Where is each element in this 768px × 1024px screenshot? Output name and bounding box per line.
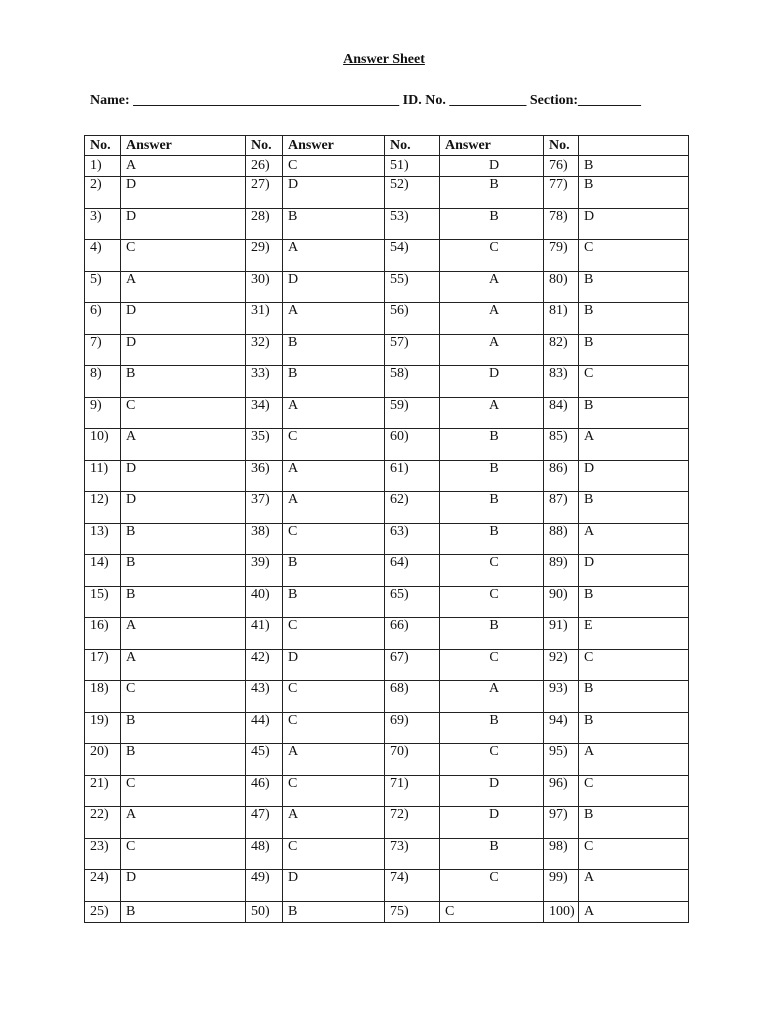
answer-cell: B	[283, 366, 385, 398]
question-number: 46)	[246, 775, 283, 807]
answer-cell: C	[121, 838, 246, 870]
answer-cell: A	[121, 156, 246, 177]
question-number: 72)	[385, 807, 440, 839]
answer-cell: A	[579, 901, 689, 922]
answer-cell: D	[121, 492, 246, 524]
question-number: 30)	[246, 271, 283, 303]
table-row	[85, 712, 689, 744]
answer-cell: C	[579, 240, 689, 272]
answer-cell: B	[579, 334, 689, 366]
question-number: 19)	[85, 712, 121, 744]
question-number: 23)	[85, 838, 121, 870]
answer-cell: A	[121, 618, 246, 650]
answer-cell: B	[440, 429, 544, 461]
answer-cell: A	[121, 271, 246, 303]
table-row	[85, 649, 689, 681]
question-number: 57)	[385, 334, 440, 366]
answer-cell: B	[579, 492, 689, 524]
question-number: 94)	[544, 712, 579, 744]
column-header: No.	[385, 136, 440, 156]
answer-cell: B	[283, 208, 385, 240]
question-number: 96)	[544, 775, 579, 807]
question-number: 52)	[385, 177, 440, 209]
answer-cell: A	[440, 334, 544, 366]
question-number: 13)	[85, 523, 121, 555]
table-row	[85, 555, 689, 587]
question-number: 27)	[246, 177, 283, 209]
question-number: 39)	[246, 555, 283, 587]
answer-cell: B	[579, 586, 689, 618]
answer-cell: C	[121, 681, 246, 713]
question-number: 95)	[544, 744, 579, 776]
question-number: 44)	[246, 712, 283, 744]
answer-cell: B	[440, 712, 544, 744]
answer-cell: C	[579, 366, 689, 398]
answer-cell: A	[579, 870, 689, 902]
question-number: 2)	[85, 177, 121, 209]
question-number: 25)	[85, 901, 121, 922]
answer-cell: D	[283, 649, 385, 681]
question-number: 33)	[246, 366, 283, 398]
column-header: Answer	[121, 136, 246, 156]
answer-cell: B	[283, 334, 385, 366]
table-row	[85, 523, 689, 555]
table-row	[85, 366, 689, 398]
answer-cell: B	[121, 712, 246, 744]
question-number: 69)	[385, 712, 440, 744]
question-number: 67)	[385, 649, 440, 681]
question-number: 35)	[246, 429, 283, 461]
question-number: 6)	[85, 303, 121, 335]
answer-cell: A	[440, 303, 544, 335]
question-number: 50)	[246, 901, 283, 922]
answer-cell: C	[440, 555, 544, 587]
answer-cell: C	[283, 618, 385, 650]
answer-cell: D	[121, 460, 246, 492]
answer-cell: B	[440, 492, 544, 524]
question-number: 60)	[385, 429, 440, 461]
answer-cell: B	[121, 555, 246, 587]
answer-cell: A	[283, 397, 385, 429]
answer-cell: C	[579, 838, 689, 870]
answer-cell: D	[121, 177, 246, 209]
answer-cell: A	[121, 649, 246, 681]
table-row	[85, 807, 689, 839]
answer-cell: B	[579, 177, 689, 209]
question-number: 24)	[85, 870, 121, 902]
question-number: 31)	[246, 303, 283, 335]
answer-cell: C	[440, 901, 544, 922]
question-number: 43)	[246, 681, 283, 713]
question-number: 74)	[385, 870, 440, 902]
answer-cell: A	[283, 492, 385, 524]
answer-cell: C	[579, 775, 689, 807]
answer-cell: A	[121, 429, 246, 461]
question-number: 51)	[385, 156, 440, 177]
question-number: 87)	[544, 492, 579, 524]
table-row	[85, 744, 689, 776]
question-number: 76)	[544, 156, 579, 177]
page-title: Answer Sheet	[343, 52, 425, 67]
answer-cell: D	[121, 303, 246, 335]
question-number: 7)	[85, 334, 121, 366]
answer-cell: C	[283, 838, 385, 870]
answer-cell: B	[579, 807, 689, 839]
table-header-row	[85, 136, 689, 156]
answer-cell: B	[440, 208, 544, 240]
question-number: 32)	[246, 334, 283, 366]
answer-cell: D	[283, 870, 385, 902]
table-row	[85, 429, 689, 461]
question-number: 70)	[385, 744, 440, 776]
answer-cell: B	[440, 838, 544, 870]
table-row	[85, 618, 689, 650]
table-row	[85, 775, 689, 807]
question-number: 55)	[385, 271, 440, 303]
answer-cell: B	[121, 901, 246, 922]
question-number: 71)	[385, 775, 440, 807]
answer-cell: D	[121, 334, 246, 366]
question-number: 12)	[85, 492, 121, 524]
question-number: 16)	[85, 618, 121, 650]
table-row	[85, 681, 689, 713]
question-number: 90)	[544, 586, 579, 618]
answer-cell: C	[121, 775, 246, 807]
question-number: 28)	[246, 208, 283, 240]
question-number: 80)	[544, 271, 579, 303]
answer-cell: B	[283, 555, 385, 587]
column-header: No.	[544, 136, 579, 156]
question-number: 97)	[544, 807, 579, 839]
answer-cell: D	[579, 208, 689, 240]
answer-cell: B	[440, 618, 544, 650]
question-number: 79)	[544, 240, 579, 272]
table-row	[85, 240, 689, 272]
table-row	[85, 492, 689, 524]
answer-cell: C	[440, 240, 544, 272]
answer-cell: B	[579, 681, 689, 713]
question-number: 91)	[544, 618, 579, 650]
answer-cell: C	[283, 712, 385, 744]
answer-cell: C	[283, 775, 385, 807]
question-number: 15)	[85, 586, 121, 618]
answer-cell: B	[121, 744, 246, 776]
table-row	[85, 156, 689, 177]
answer-cell: B	[440, 177, 544, 209]
column-header: No.	[246, 136, 283, 156]
question-number: 92)	[544, 649, 579, 681]
question-number: 29)	[246, 240, 283, 272]
answer-cell: C	[440, 586, 544, 618]
answer-table	[84, 135, 689, 923]
answer-cell: D	[440, 775, 544, 807]
answer-cell: B	[579, 156, 689, 177]
answer-cell: C	[440, 870, 544, 902]
answer-cell: A	[440, 271, 544, 303]
answer-cell: A	[283, 744, 385, 776]
question-number: 18)	[85, 681, 121, 713]
question-number: 41)	[246, 618, 283, 650]
question-number: 100)	[544, 901, 579, 922]
answer-cell: A	[121, 807, 246, 839]
question-number: 68)	[385, 681, 440, 713]
question-number: 3)	[85, 208, 121, 240]
answer-cell: C	[283, 156, 385, 177]
question-number: 84)	[544, 397, 579, 429]
column-header	[579, 136, 689, 156]
question-number: 73)	[385, 838, 440, 870]
answer-cell: B	[121, 523, 246, 555]
table-row	[85, 271, 689, 303]
answer-cell: B	[440, 523, 544, 555]
question-number: 61)	[385, 460, 440, 492]
question-number: 99)	[544, 870, 579, 902]
question-number: 47)	[246, 807, 283, 839]
answer-cell: A	[283, 807, 385, 839]
question-number: 59)	[385, 397, 440, 429]
question-number: 14)	[85, 555, 121, 587]
answer-cell: B	[579, 303, 689, 335]
answer-cell: C	[440, 744, 544, 776]
question-number: 9)	[85, 397, 121, 429]
student-info-line: Name: ______________________________________ ID. No. ___________ Section:_________	[90, 93, 642, 108]
answer-cell: D	[121, 870, 246, 902]
question-number: 8)	[85, 366, 121, 398]
question-number: 88)	[544, 523, 579, 555]
question-number: 56)	[385, 303, 440, 335]
question-number: 81)	[544, 303, 579, 335]
answer-cell: D	[579, 460, 689, 492]
question-number: 5)	[85, 271, 121, 303]
answer-cell: A	[579, 744, 689, 776]
question-number: 58)	[385, 366, 440, 398]
table-row	[85, 397, 689, 429]
question-number: 34)	[246, 397, 283, 429]
table-row	[85, 901, 689, 922]
answer-cell: A	[283, 460, 385, 492]
answer-cell: C	[283, 429, 385, 461]
table-row	[85, 334, 689, 366]
answer-cell: C	[121, 397, 246, 429]
question-number: 11)	[85, 460, 121, 492]
column-header: Answer	[283, 136, 385, 156]
answer-cell: B	[579, 271, 689, 303]
table-row	[85, 586, 689, 618]
answer-cell: B	[121, 366, 246, 398]
table-row	[85, 177, 689, 209]
question-number: 49)	[246, 870, 283, 902]
answer-cell: A	[440, 397, 544, 429]
answer-cell: D	[121, 208, 246, 240]
question-number: 62)	[385, 492, 440, 524]
question-number: 54)	[385, 240, 440, 272]
answer-cell: C	[440, 649, 544, 681]
answer-cell: B	[283, 901, 385, 922]
answer-cell: B	[440, 460, 544, 492]
answer-cell: A	[440, 681, 544, 713]
question-number: 10)	[85, 429, 121, 461]
column-header: No.	[85, 136, 121, 156]
question-number: 64)	[385, 555, 440, 587]
question-number: 93)	[544, 681, 579, 713]
table-row	[85, 838, 689, 870]
question-number: 36)	[246, 460, 283, 492]
question-number: 82)	[544, 334, 579, 366]
answer-cell: C	[121, 240, 246, 272]
question-number: 42)	[246, 649, 283, 681]
question-number: 40)	[246, 586, 283, 618]
table-row	[85, 208, 689, 240]
question-number: 26)	[246, 156, 283, 177]
table-row	[85, 303, 689, 335]
question-number: 86)	[544, 460, 579, 492]
question-number: 77)	[544, 177, 579, 209]
question-number: 65)	[385, 586, 440, 618]
answer-cell: B	[579, 397, 689, 429]
question-number: 22)	[85, 807, 121, 839]
answer-cell: B	[579, 712, 689, 744]
answer-cell: B	[121, 586, 246, 618]
answer-cell: E	[579, 618, 689, 650]
question-number: 48)	[246, 838, 283, 870]
question-number: 78)	[544, 208, 579, 240]
question-number: 66)	[385, 618, 440, 650]
answer-cell: C	[283, 523, 385, 555]
question-number: 38)	[246, 523, 283, 555]
answer-cell: D	[440, 807, 544, 839]
answer-cell: C	[579, 649, 689, 681]
question-number: 21)	[85, 775, 121, 807]
answer-cell: A	[579, 523, 689, 555]
answer-cell: A	[579, 429, 689, 461]
question-number: 1)	[85, 156, 121, 177]
answer-cell: C	[283, 681, 385, 713]
question-number: 17)	[85, 649, 121, 681]
question-number: 20)	[85, 744, 121, 776]
answer-cell: D	[283, 271, 385, 303]
column-header: Answer	[440, 136, 544, 156]
answer-cell: D	[283, 177, 385, 209]
answer-cell: D	[440, 366, 544, 398]
question-number: 37)	[246, 492, 283, 524]
table-row	[85, 460, 689, 492]
question-number: 98)	[544, 838, 579, 870]
question-number: 83)	[544, 366, 579, 398]
question-number: 53)	[385, 208, 440, 240]
question-number: 45)	[246, 744, 283, 776]
question-number: 63)	[385, 523, 440, 555]
answer-cell: D	[440, 156, 544, 177]
answer-cell: A	[283, 303, 385, 335]
table-row	[85, 870, 689, 902]
answer-cell: B	[283, 586, 385, 618]
question-number: 85)	[544, 429, 579, 461]
answer-cell: A	[283, 240, 385, 272]
question-number: 89)	[544, 555, 579, 587]
question-number: 75)	[385, 901, 440, 922]
answer-cell: D	[579, 555, 689, 587]
question-number: 4)	[85, 240, 121, 272]
